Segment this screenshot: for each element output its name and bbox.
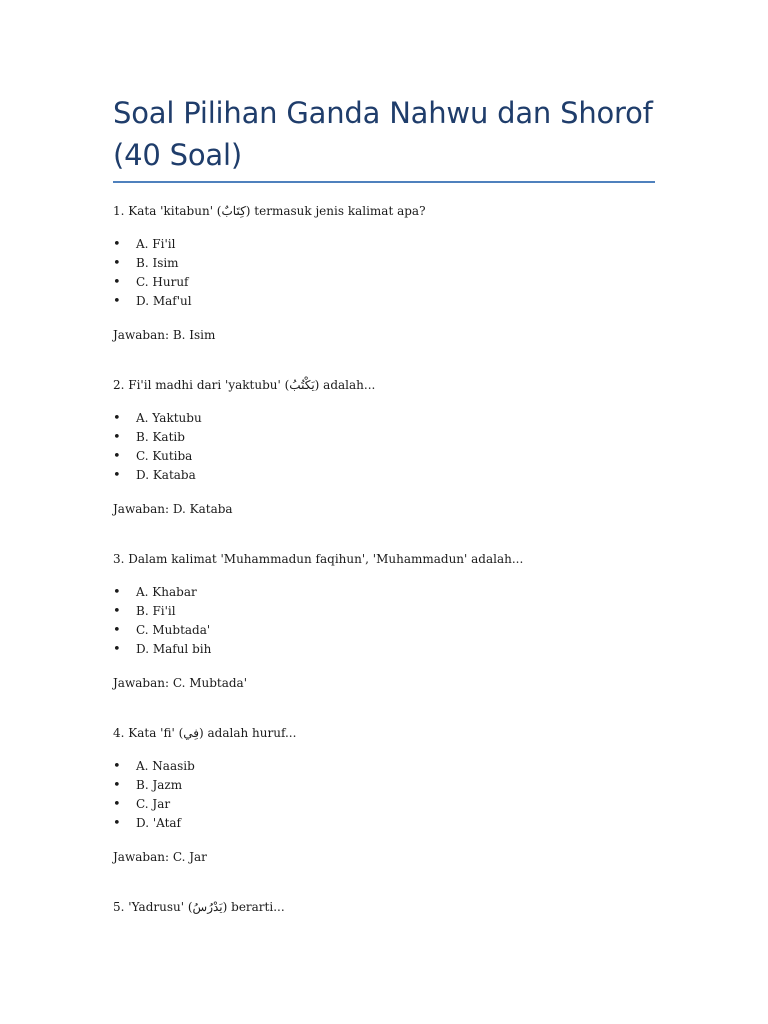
list-item: • D. 'Ataf	[113, 816, 181, 831]
bullet-icon: •	[113, 604, 121, 619]
answer-3: Jawaban: C. Mubtada'	[113, 676, 248, 690]
question-3-options	[113, 583, 655, 659]
bullet-icon: •	[113, 585, 121, 600]
list-item: • D. Kataba	[113, 468, 196, 483]
bullet-icon: •	[113, 237, 121, 252]
list-item: • B. Fi'il	[113, 604, 176, 619]
bullet-icon: •	[113, 294, 121, 309]
bullet-icon: •	[113, 623, 121, 638]
bullet-icon: •	[113, 778, 121, 793]
document-title: Soal Pilihan Ganda Nahwu dan Shorof (40 Soal)	[113, 96, 653, 172]
list-item: • C. Huruf	[113, 275, 189, 290]
bullet-icon: •	[113, 430, 121, 445]
bullet-icon: •	[113, 797, 121, 812]
list-item: • D. Maf'ul	[113, 294, 192, 309]
question-4: 4. Kata 'fi' (فِي) adalah huruf...	[113, 726, 297, 740]
bullet-icon: •	[113, 759, 121, 774]
question-1: 1. Kata 'kitabun' (كِتَابٌ) termasuk jenis kalimat apa?	[113, 204, 426, 218]
question-5: 5. 'Yadrusu' (يَدْرُسُ) berarti...	[113, 900, 285, 914]
list-item: • C. Kutiba	[113, 449, 193, 464]
list-item: • C. Mubtada'	[113, 623, 211, 638]
list-item: • B. Jazm	[113, 778, 183, 793]
bullet-icon: •	[113, 256, 121, 271]
list-item: • C. Jar	[113, 797, 171, 812]
document-page	[113, 92, 655, 915]
question-2: 2. Fi'il madhi dari 'yaktubu' (يَكْتُبُ) adalah...	[113, 378, 376, 392]
list-item: • B. Isim	[113, 256, 179, 271]
bullet-icon: •	[113, 468, 121, 483]
bullet-icon: •	[113, 642, 121, 657]
list-item: • A. Naasib	[113, 759, 195, 774]
bullet-icon: •	[113, 816, 121, 831]
bullet-icon: •	[113, 275, 121, 290]
list-item: • A. Yaktubu	[113, 411, 202, 426]
title-divider	[113, 181, 655, 183]
answer-2: Jawaban: D. Kataba	[113, 502, 233, 516]
question-2-options	[113, 409, 655, 485]
answer-4: Jawaban: C. Jar	[113, 850, 207, 864]
question-1-options	[113, 235, 655, 311]
question-3: 3. Dalam kalimat 'Muhammadun faqihun', 'Muhammadun' adalah...	[113, 552, 524, 566]
question-4-options	[113, 757, 655, 833]
list-item: • A. Fi'il	[113, 237, 176, 252]
bullet-icon: •	[113, 411, 121, 426]
list-item: • B. Katib	[113, 430, 185, 445]
bullet-icon: •	[113, 449, 121, 464]
list-item: • A. Khabar	[113, 585, 197, 600]
answer-1: Jawaban: B. Isim	[113, 328, 216, 342]
list-item: • D. Maful bih	[113, 642, 212, 657]
